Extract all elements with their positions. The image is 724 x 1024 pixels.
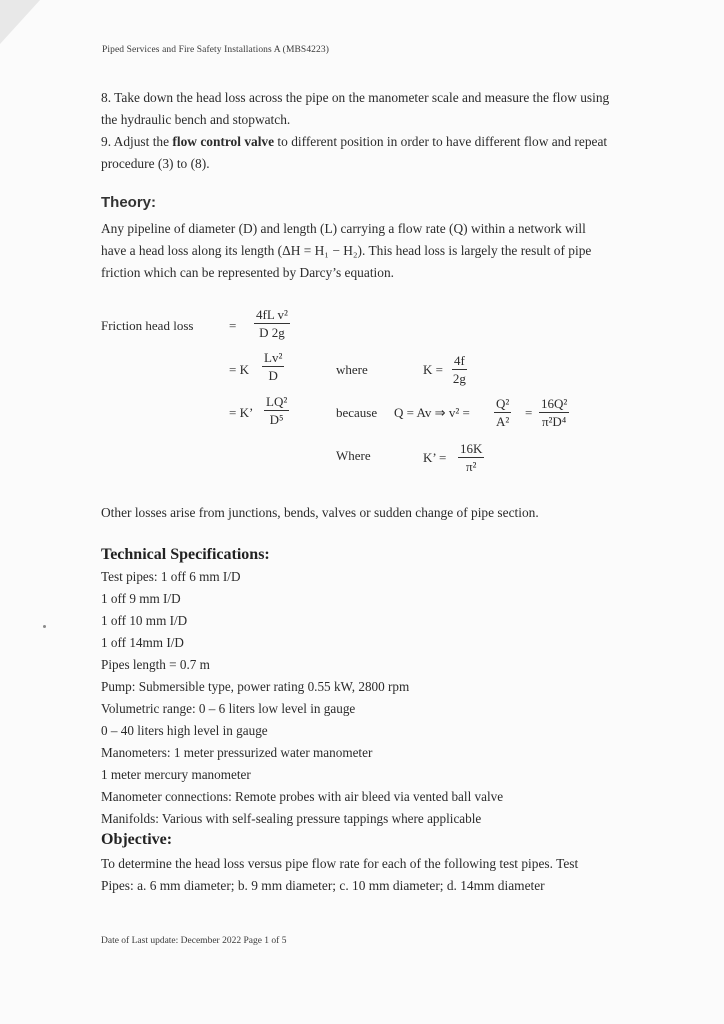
eq3-prefix: = K’ [229, 405, 254, 420]
objective-heading: Objective: [101, 831, 173, 848]
scan-speck [43, 625, 46, 628]
eq3-f1-denominator: A² [496, 414, 510, 429]
eq1-denominator: D 2g [259, 325, 285, 340]
eq4-numerator: 16K [460, 441, 483, 456]
eq4-denominator: π² [465, 459, 477, 474]
theory-heading: Theory: [101, 194, 157, 211]
eq2-k-label: K = [423, 362, 443, 377]
step-9-post: to different position in order to have different flow and repeat procedure (3) to (8). [101, 134, 608, 171]
eq4-fraction [458, 441, 484, 474]
step-9-pre: 9. Adjust the [101, 134, 173, 149]
step-9 [101, 131, 611, 175]
step-9-bold: flow control valve [172, 134, 275, 149]
eq3-denominator: D⁵ [269, 412, 284, 427]
eq4-where: Where [336, 448, 371, 463]
spec-line: Manometers: 1 meter pressurized water manometer [101, 745, 373, 760]
step-8: 8. Take down the head loss across the pipe on the manometer scale and measure the flow using the hydraulic bench and stopwatch. [101, 90, 610, 127]
eq3-because: because [336, 405, 378, 420]
eq2-k-denominator: 2g [452, 371, 466, 386]
page-header: Piped Services and Fire Safety Installations A (MBS4223) [102, 45, 329, 55]
eq1-fraction [254, 307, 290, 340]
eq3-fraction-16q [539, 396, 569, 429]
spec-line: 1 off 10 mm I/D [101, 613, 188, 628]
spec-line: Volumetric range: 0 – 6 liters low level in gauge [101, 701, 356, 716]
eq2-prefix: = K [229, 362, 249, 377]
spec-line: 1 off 9 mm I/D [101, 591, 181, 606]
eq3-fraction-q-a [494, 396, 511, 429]
friction-head-loss-label: Friction head loss [101, 318, 194, 333]
eq2-denominator: D [268, 368, 278, 383]
spec-line: Manometer connections: Remote probes with air bleed via vented ball valve [101, 789, 504, 804]
eq2-k-fraction [452, 353, 467, 386]
spec-line: 1 off 14mm I/D [101, 635, 184, 650]
spec-line: Manifolds: Various with self-sealing pressure tappings where applicable [101, 811, 482, 826]
eq2-fraction [262, 350, 284, 383]
eq4-k-prime-label: K’ = [423, 450, 447, 465]
theory-paragraph: Any pipeline of diameter (D) and length (L) carrying a flow rate (Q) within a network will have a head loss along its length (ΔH = H₁ − H₂). This head loss is largely the result of pipe friction which can be represented by Darcy’s equation. [101, 221, 592, 280]
eq2-k-numerator: 4f [454, 353, 465, 368]
spec-line: Test pipes: 1 off 6 mm I/D [101, 569, 241, 584]
eq3-f2-denominator: π²D⁴ [541, 414, 567, 429]
eq1-equals: = [229, 318, 237, 333]
other-losses-text: Other losses arise from junctions, bends, valves or sudden change of pipe section. [101, 505, 539, 520]
eq1-numerator: 4fL v² [256, 307, 288, 322]
objective-paragraph: To determine the head loss versus pipe flow rate for each of the following test pipes. Test Pipes: a. 6 mm diameter; b. 9 mm diameter; c. 10 mm diameter; d. 14mm diameter [101, 856, 579, 893]
specs-heading: Technical Specifications: [101, 546, 270, 563]
eq3-expression: Q = Av ⇒ v² = [394, 405, 470, 420]
spec-line: 0 – 40 liters high level in gauge [101, 723, 268, 738]
eq3-second-equals: = [525, 405, 533, 420]
spec-line: Pipes length = 0.7 m [101, 657, 210, 672]
page-footer: Date of Last update: December 2022 Page 1 of 5 [101, 936, 287, 946]
spec-line: Pump: Submersible type, power rating 0.55 kW, 2800 rpm [101, 679, 410, 694]
eq3-numerator: LQ² [266, 394, 288, 409]
eq3-fraction [264, 394, 289, 427]
spec-line: 1 meter mercury manometer [101, 767, 251, 782]
eq2-numerator: Lv² [264, 350, 283, 365]
eq3-f2-numerator: 16Q² [541, 396, 568, 411]
eq3-f1-numerator: Q² [496, 396, 510, 411]
scan-corner-shade [0, 0, 40, 44]
eq2-where: where [336, 362, 368, 377]
